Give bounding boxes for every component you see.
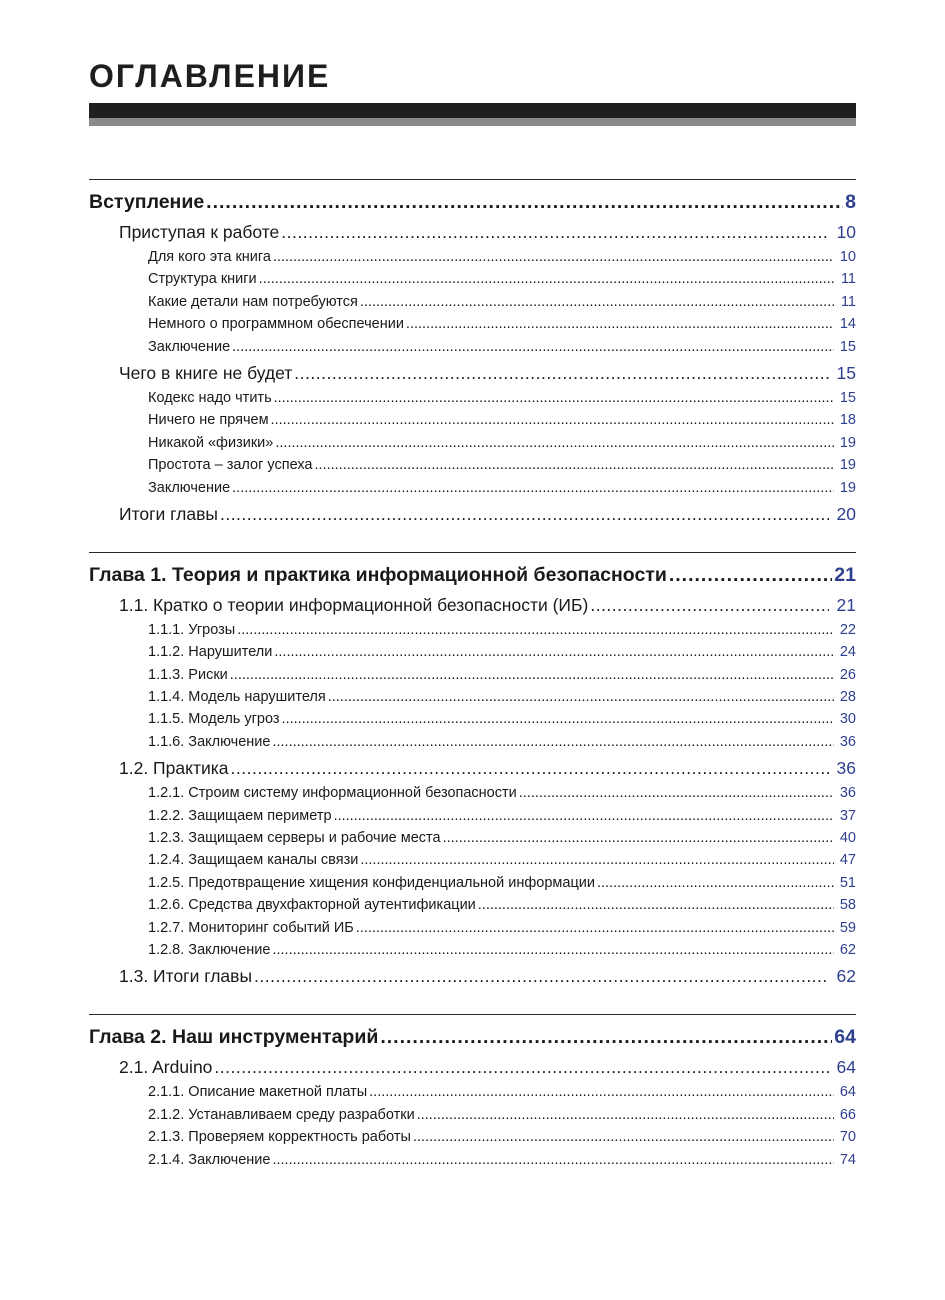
toc-item-entry[interactable] bbox=[148, 477, 856, 499]
toc-entry-title: 2.1.1. Описание макетной платы bbox=[148, 1084, 368, 1101]
toc-entry-title: Какие детали нам потребуются bbox=[148, 293, 358, 310]
toc-page-number: 10 bbox=[839, 249, 856, 265]
toc-entry-title: Приступая к работе bbox=[119, 222, 280, 242]
toc-entry-title: 2.1.2. Устанавливаем среду разработки bbox=[148, 1106, 415, 1123]
toc-page-number: 26 bbox=[839, 666, 856, 683]
toc-entry-title: 1.3. Итоги главы bbox=[119, 966, 253, 987]
toc-item-entry[interactable] bbox=[148, 336, 856, 358]
toc-entry-title: Для кого эта книга bbox=[148, 249, 271, 265]
toc-entry-title: 1.1.5. Модель угроз bbox=[148, 711, 280, 728]
dot-leader bbox=[272, 939, 834, 961]
toc-page-number: 36 bbox=[839, 785, 856, 802]
toc-item-entry[interactable] bbox=[148, 387, 856, 409]
toc-subsection-group bbox=[89, 963, 856, 990]
toc-item-entry[interactable] bbox=[148, 1126, 856, 1148]
toc-subsection-entry[interactable] bbox=[119, 592, 856, 619]
toc-page-number: 28 bbox=[839, 689, 856, 706]
toc-chapter-entry[interactable] bbox=[89, 1022, 856, 1052]
toc-page-number: 19 bbox=[839, 434, 856, 451]
toc-item-entry[interactable] bbox=[148, 432, 856, 454]
dot-leader bbox=[275, 432, 834, 454]
dot-leader bbox=[274, 641, 834, 663]
toc-chapter-entry[interactable] bbox=[89, 187, 856, 217]
dot-leader bbox=[360, 291, 834, 313]
toc-page-number: 21 bbox=[836, 594, 856, 615]
toc-page-number: 70 bbox=[839, 1129, 856, 1146]
dot-leader bbox=[406, 313, 834, 335]
toc-entry-title: 1.1.6. Заключение bbox=[148, 733, 271, 750]
dot-leader bbox=[417, 1104, 834, 1126]
toc-item-entry[interactable] bbox=[148, 246, 856, 268]
toc-subsection-entry[interactable] bbox=[119, 755, 856, 782]
toc-entry-title: 2.1. Arduino bbox=[119, 1057, 213, 1078]
toc-item-entry[interactable] bbox=[148, 872, 856, 894]
toc-entry-title: 1.1.4. Модель нарушителя bbox=[148, 689, 326, 706]
dot-leader bbox=[272, 1149, 834, 1171]
dot-leader bbox=[519, 782, 834, 804]
toc-entry-title: 1.2.3. Защищаем серверы и рабочие места bbox=[148, 830, 441, 847]
toc-item-entry[interactable] bbox=[148, 708, 856, 730]
dot-leader bbox=[478, 894, 834, 916]
toc-page-number: 36 bbox=[836, 758, 856, 779]
dot-leader bbox=[380, 1022, 832, 1052]
toc-subsection-group bbox=[89, 755, 856, 961]
toc-page-number: 62 bbox=[836, 966, 856, 987]
toc-page-number: 20 bbox=[836, 503, 856, 524]
dot-leader bbox=[214, 1054, 829, 1081]
dot-leader bbox=[669, 560, 832, 590]
toc-page-number: 64 bbox=[836, 1057, 856, 1078]
toc-entry-title: Вступление bbox=[89, 191, 205, 213]
dot-leader bbox=[237, 619, 834, 641]
dot-leader bbox=[369, 1081, 834, 1103]
toc-item-entry[interactable] bbox=[148, 939, 856, 961]
dot-leader bbox=[271, 409, 834, 431]
toc-item-entry[interactable] bbox=[148, 782, 856, 804]
toc-entry-title: 1.2.6. Средства двухфакторной аутентификации bbox=[148, 897, 476, 914]
toc-page-number: 36 bbox=[839, 733, 856, 750]
toc-subsection-entry[interactable] bbox=[119, 501, 856, 528]
toc-item-entry[interactable] bbox=[148, 454, 856, 476]
toc-item-entry[interactable] bbox=[148, 313, 856, 335]
toc-item-entry[interactable] bbox=[148, 664, 856, 686]
toc-page-number: 59 bbox=[839, 919, 856, 936]
toc-item-entry[interactable] bbox=[148, 805, 856, 827]
toc-item-entry[interactable] bbox=[148, 917, 856, 939]
toc-page-number: 10 bbox=[836, 222, 856, 242]
dot-leader bbox=[360, 849, 834, 871]
toc-entry-title: Чего в книге не будет bbox=[119, 362, 293, 383]
toc-page-number: 47 bbox=[839, 852, 856, 869]
toc-entry-title: 1.2. Практика bbox=[119, 758, 229, 779]
toc-entry-title: Заключение bbox=[148, 338, 231, 355]
toc-page-number: 64 bbox=[839, 1084, 856, 1101]
dot-leader bbox=[356, 917, 834, 939]
toc-page-number: 19 bbox=[839, 479, 856, 496]
toc-entry-title: Структура книги bbox=[148, 271, 257, 288]
toc-item-entry[interactable] bbox=[148, 686, 856, 708]
toc-entry-title: 1.1.3. Риски bbox=[148, 666, 228, 683]
dot-leader bbox=[294, 360, 829, 387]
toc-entry-title: Глава 1. Теория и практика информационной безопасности bbox=[89, 563, 667, 586]
toc-page-number: 8 bbox=[845, 191, 856, 213]
toc-page-number: 15 bbox=[839, 338, 856, 355]
dot-leader bbox=[334, 805, 834, 827]
toc-subsection-group bbox=[89, 1054, 856, 1171]
toc-item-entry[interactable] bbox=[148, 731, 856, 753]
toc-page-number: 22 bbox=[839, 621, 856, 638]
toc-item-entry[interactable] bbox=[148, 1104, 856, 1126]
dot-leader bbox=[315, 454, 835, 476]
dot-leader bbox=[231, 755, 829, 782]
toc-entry-title: 2.1.3. Проверяем корректность работы bbox=[148, 1129, 411, 1146]
toc-page-number: 37 bbox=[839, 807, 856, 824]
dot-leader bbox=[274, 387, 834, 409]
toc-entry-title: 1.2.7. Мониторинг событий ИБ bbox=[148, 919, 354, 936]
title-rule-gray bbox=[89, 118, 856, 126]
toc-entry-title: Простота – залог успеха bbox=[148, 457, 313, 474]
toc-subsection-group bbox=[89, 360, 856, 499]
toc-page-number: 11 bbox=[840, 271, 856, 288]
toc-item-entry[interactable] bbox=[148, 291, 856, 313]
toc-chapter-section bbox=[89, 552, 856, 990]
toc-page-number: 66 bbox=[839, 1106, 856, 1123]
toc-subsection-group bbox=[89, 219, 856, 358]
toc-entry-title: 1.1.2. Нарушители bbox=[148, 644, 273, 661]
toc-subsection-entry[interactable] bbox=[119, 219, 856, 246]
toc-page-number: 14 bbox=[839, 316, 856, 333]
toc-item-entry[interactable] bbox=[148, 1081, 856, 1103]
toc-subsection-entry[interactable] bbox=[119, 963, 856, 990]
toc-entry-title: Никакой «физики» bbox=[148, 434, 274, 451]
dot-leader bbox=[273, 246, 834, 268]
toc-chapter-section bbox=[89, 179, 856, 528]
page-title: ОГЛАВЛЕНИЕ bbox=[89, 58, 331, 94]
toc-subsection-entry[interactable] bbox=[119, 1054, 856, 1081]
dot-leader bbox=[230, 664, 834, 686]
toc-item-entry[interactable] bbox=[148, 409, 856, 431]
dot-leader bbox=[590, 592, 829, 619]
toc-page-number: 18 bbox=[839, 412, 856, 429]
toc-page-number: 74 bbox=[839, 1151, 856, 1168]
toc-subsection-entry[interactable] bbox=[119, 360, 856, 387]
dot-leader bbox=[282, 708, 834, 730]
toc-page-number: 15 bbox=[836, 362, 856, 383]
toc-page-number: 64 bbox=[834, 1026, 856, 1049]
dot-leader bbox=[259, 268, 834, 290]
toc-entry-title: Глава 2. Наш инструментарий bbox=[89, 1026, 379, 1049]
dot-leader bbox=[443, 827, 834, 849]
dot-leader bbox=[220, 501, 829, 528]
toc-entry-title: 1.2.1. Строим систему информационной безопасности bbox=[148, 785, 517, 802]
toc-item-entry[interactable] bbox=[148, 619, 856, 641]
dot-leader bbox=[232, 477, 834, 499]
toc-subsection-group bbox=[89, 501, 856, 528]
toc-page-number: 24 bbox=[839, 644, 856, 661]
toc-item-entry[interactable] bbox=[148, 268, 856, 290]
table-of-contents bbox=[89, 179, 856, 1173]
dot-leader bbox=[254, 963, 829, 990]
toc-entry-title: 1.2.5. Предотвращение хищения конфиденциальной информации bbox=[148, 874, 595, 891]
toc-page-number: 51 bbox=[839, 874, 856, 891]
toc-entry-title: 1.2.4. Защищаем каналы связи bbox=[148, 852, 359, 869]
toc-page-number: 15 bbox=[839, 389, 856, 406]
toc-page-number: 58 bbox=[839, 897, 856, 914]
toc-entry-title: Кодекс надо чтить bbox=[148, 389, 272, 406]
dot-leader bbox=[413, 1126, 834, 1148]
title-rule-dark bbox=[89, 103, 856, 118]
toc-page-number: 11 bbox=[840, 293, 856, 310]
toc-entry-title: Ничего не прячем bbox=[148, 412, 269, 429]
toc-page-number: 19 bbox=[839, 457, 856, 474]
toc-item-entry[interactable] bbox=[148, 641, 856, 663]
toc-page-number: 30 bbox=[839, 711, 856, 728]
toc-subsection-group bbox=[89, 592, 856, 753]
toc-page-number: 62 bbox=[839, 941, 856, 958]
dot-leader bbox=[597, 872, 834, 894]
toc-item-entry[interactable] bbox=[148, 1149, 856, 1171]
toc-entry-title: 1.2.2. Защищаем периметр bbox=[148, 807, 332, 824]
toc-entry-title: 1.2.8. Заключение bbox=[148, 941, 271, 958]
toc-entry-title: 2.1.4. Заключение bbox=[148, 1151, 271, 1168]
dot-leader bbox=[232, 336, 834, 358]
toc-entry-title: Итоги главы bbox=[119, 503, 218, 524]
dot-leader bbox=[206, 187, 843, 217]
dot-leader bbox=[272, 731, 834, 753]
dot-leader bbox=[328, 686, 834, 708]
toc-item-entry[interactable] bbox=[148, 849, 856, 871]
dot-leader bbox=[281, 219, 829, 246]
toc-page-number: 40 bbox=[839, 830, 856, 847]
toc-entry-title: 1.1. Кратко о теории информационной безопасности (ИБ) bbox=[119, 594, 589, 615]
toc-entry-title: 1.1.1. Угрозы bbox=[148, 621, 236, 638]
toc-chapter-entry[interactable] bbox=[89, 560, 856, 590]
toc-item-entry[interactable] bbox=[148, 827, 856, 849]
toc-item-entry[interactable] bbox=[148, 894, 856, 916]
toc-chapter-section bbox=[89, 1014, 856, 1171]
toc-entry-title: Немного о программном обеспечении bbox=[148, 316, 404, 333]
toc-page-number: 21 bbox=[834, 563, 856, 586]
toc-entry-title: Заключение bbox=[148, 479, 231, 496]
